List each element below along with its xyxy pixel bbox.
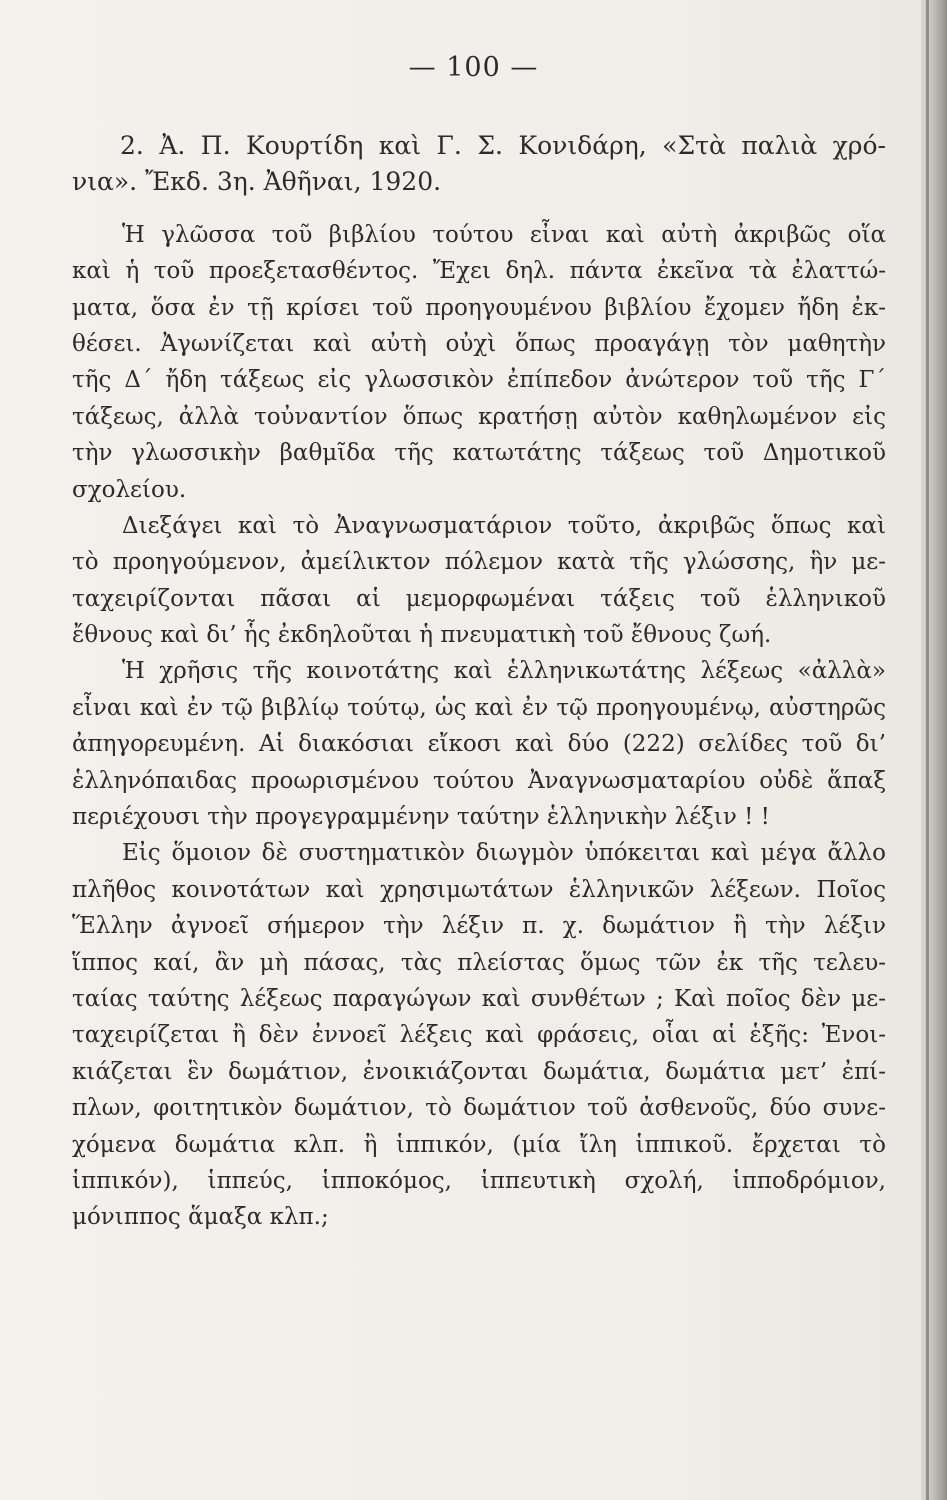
- body-line: ἱππικόν), ἱππεύς, ἱπποκόμος, ἱππευτικὴ σχολή, ἱπποδρόμιον,: [72, 1167, 886, 1194]
- book-binding-edge: [921, 0, 947, 1500]
- page-number: — 100 —: [408, 52, 539, 83]
- body-line: πλῆθος κοινοτάτων καὶ χρησιμωτάτων ἑλληνικῶν λέξεων. Ποῖος: [72, 876, 886, 903]
- body-line: ταχειρίζεται ἢ δὲν ἐννοεῖ λέξεις καὶ φράσεις, οἷαι αἱ ἑξῆς: Ἐνοι-: [72, 1022, 886, 1049]
- binding-shadow-line: [926, 0, 929, 1500]
- body-line: χόμενα δωμάτια κλπ. ἢ ἱππικόν, (μία ἴλη ἱππικοῦ. ἔρχεται τὸ: [72, 1131, 886, 1158]
- body-line: τάξεως, ἀλλὰ τοὐναντίον ὅπως κρατήσῃ αὐτὸν καθηλωμένον εἰς: [72, 403, 886, 430]
- reference-line: νια». Ἔκδ. 3η. Ἀθῆναι, 1920.: [72, 167, 442, 197]
- body-line: Εἰς ὅμοιον δὲ συστηματικὸν διωγμὸν ὑπόκειται καὶ μέγα ἄλλο: [122, 840, 886, 867]
- body-line: ἔθνους καὶ δι’ ἧς ἐκδηλοῦται ἡ πνευματικὴ τοῦ ἔθνους ζωή.: [72, 622, 772, 649]
- body-line: τὴν γλωσσικὴν βαθμῖδα τῆς κατωτάτης τάξεως τοῦ Δημοτικοῦ: [72, 440, 886, 467]
- body-line: Ἡ γλῶσσα τοῦ βιβλίου τούτου εἶναι καὶ αὐτὴ ἀκριβῶς οἵα: [122, 221, 886, 248]
- page-content: [72, 128, 886, 1236]
- body-line: ἑλληνόπαιδας προωρισμένου τούτου Ἀναγνωσματαρίου οὐδὲ ἅπαξ: [72, 767, 886, 794]
- body-line: ματα, ὅσα ἐν τῇ κρίσει τοῦ προηγουμένου βιβλίου ἔχομεν ἤδη ἐκ-: [72, 294, 886, 321]
- reference-line: [72, 128, 886, 164]
- body-line: ἀπηγορευμένη. Αἱ διακόσιαι εἴκοσι καὶ δύο (222) σελίδες τοῦ δι’: [72, 731, 886, 758]
- body-line: τὸ προηγούμενον, ἀμείλικτον πόλεμον κατὰ τῆς γλώσσης, ἣν με-: [72, 549, 886, 576]
- body-text: [72, 217, 886, 1236]
- body-line: περιέχουσι τὴν προγεγραμμένην ταύτην ἑλληνικὴν λέξιν ! !: [72, 804, 770, 831]
- body-line: ταχειρίζονται πᾶσαι αἱ μεμορφωμέναι τάξεις τοῦ ἑλληνικοῦ: [72, 585, 886, 612]
- body-line: Ἡ χρῆσις τῆς κοινοτάτης καὶ ἑλληνικωτάτης λέξεως «ἀλλὰ»: [122, 658, 886, 685]
- section-gap: [72, 201, 886, 217]
- body-line: ταίας ταύτης λέξεως παραγώγων καὶ συνθέτων ; Καὶ ποῖος δὲν με-: [72, 985, 886, 1012]
- body-line: τῆς Δ΄ ἤδη τάξεως εἰς γλωσσικὸν ἐπίπεδον ἀνώτερον τοῦ τῆς Γ΄: [72, 367, 886, 394]
- body-line: καὶ ἡ τοῦ προεξετασθέντος. Ἔχει δηλ. πάντα ἐκεῖνα τὰ ἐλαττώ-: [72, 258, 886, 285]
- body-line: θέσει. Ἀγωνίζεται καὶ αὐτὴ οὐχὶ ὅπως προαγάγῃ τὸν μαθητὴν: [72, 330, 886, 357]
- body-line: πλων, φοιτητικὸν δωμάτιον, τὸ δωμάτιον τοῦ ἀσθενοῦς, δύο συνε-: [72, 1095, 886, 1122]
- body-line: Διεξάγει καὶ τὸ Ἀναγνωσματάριον τοῦτο, ἀκριβῶς ὅπως καὶ: [122, 512, 886, 539]
- body-line: μόνιππος ἅμαξα κλπ.;: [72, 1204, 329, 1231]
- body-line: κιάζεται ἓν δωμάτιον, ἐνοικιάζονται δωμάτια, δωμάτια μετ’ ἐπί-: [72, 1058, 886, 1085]
- body-line: ἵππος καί, ἂν μὴ πάσας, τὰς πλείστας ὅμως τῶν ἐκ τῆς τελευ-: [72, 949, 886, 976]
- body-line: Ἕλλην ἀγνοεῖ σήμερον τὴν λέξιν π. χ. δωμάτιον ἢ τὴν λέξιν: [72, 913, 886, 940]
- body-line: σχολείου.: [72, 476, 187, 503]
- body-line: εἶναι καὶ ἐν τῷ βιβλίῳ τούτῳ, ὡς καὶ ἐν τῷ προηγουμένῳ, αὐστηρῶς: [72, 694, 886, 721]
- reference-line-text: 2. Ἀ. Π. Κουρτίδη καὶ Γ. Σ. Κονιδάρη, «Στὰ παλιὰ χρό-: [120, 131, 886, 160]
